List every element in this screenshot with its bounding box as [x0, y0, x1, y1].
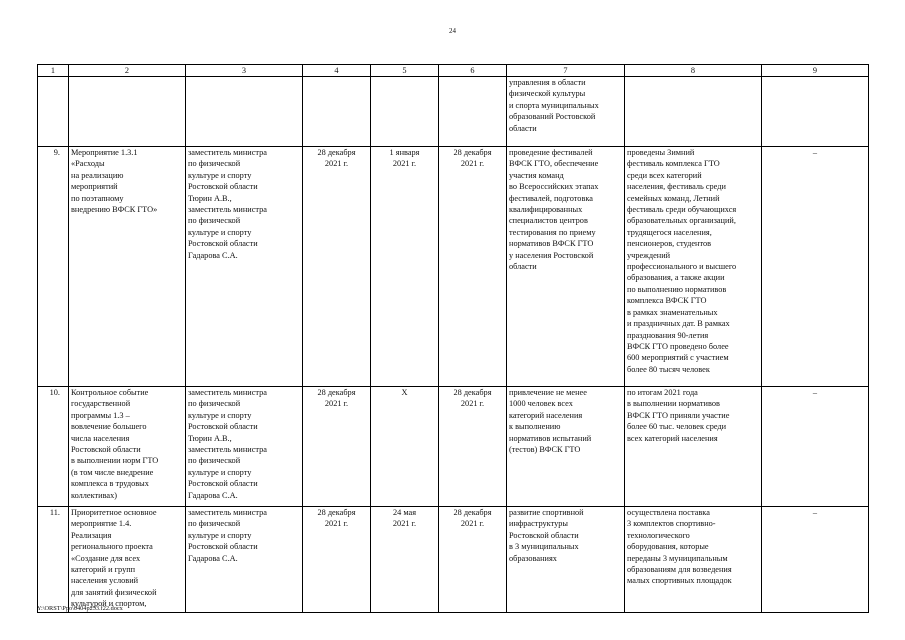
expected-result: развитие спортивной инфраструктуры Ростовской области в 3 муниципальных образованиях: [507, 507, 625, 613]
event-name: Приоритетное основное мероприятие 1.4. Реализация регионального проекта «Создание для всех категорий и групп населения условий для занятий физической культурой и спортом,: [69, 507, 186, 613]
expected-result: привлечение не менее 1000 человек всех категорий населения к выполнению нормативов испытаний (тестов) ВФСК ГТО: [507, 387, 625, 507]
actual-result: осуществлена поставка 3 комплектов спортивно- технологического оборудования, которые переданы 3 муниципальным образованиям для возведения малых спортивных площадок: [625, 507, 762, 613]
col-header-7: 7: [507, 65, 625, 77]
responsible: заместитель министра по физической культуре и спорту Ростовской области Гадарова С.А.: [186, 507, 303, 613]
plan-date: 28 декабря 2021 г.: [303, 507, 371, 613]
note: –: [762, 147, 869, 387]
responsible: заместитель министра по физической культуре и спорту Ростовской области Тюрин А.В., заместитель министра по физической культуре и спорту Ростовской области Гадарова С.А.: [186, 147, 303, 387]
row-number: 10.: [38, 387, 69, 507]
expected-result: проведение фестивалей ВФСК ГТО, обеспечение участия команд во Всероссийских этапах фестивалей, подготовка квалифицированных специалистов центров тестирования по приему нормативов ВФСК ГТО у населения Ростовской области: [507, 147, 625, 387]
table-row: [38, 507, 869, 613]
note: –: [762, 387, 869, 507]
start-date: 1 января 2021 г.: [371, 147, 439, 387]
col-header-9: 9: [762, 65, 869, 77]
row-number: 9.: [38, 147, 69, 387]
row-number: 11.: [38, 507, 69, 613]
col-header-2: 2: [69, 65, 186, 77]
plan-date: 28 декабря 2021 г.: [303, 147, 371, 387]
col-header-6: 6: [439, 65, 507, 77]
responsible: заместитель министра по физической культуре и спорту Ростовской области Тюрин А.В., заместитель министра по физической культуре и спорту Ростовской области Гадарова С.А.: [186, 387, 303, 507]
note: –: [762, 507, 869, 613]
actual-result: по итогам 2021 года в выполнении нормативов ВФСК ГТО приняли участие более 60 тыс. человек среди всех категорий населения: [625, 387, 762, 507]
end-date: 28 декабря 2021 г.: [439, 147, 507, 387]
col-header-5: 5: [371, 65, 439, 77]
file-path-footer: Y:\ORST\Ppo\0404p253.f22.docx: [37, 605, 123, 612]
table-row: [38, 147, 869, 387]
report-table: [37, 64, 869, 613]
continuation-row: [38, 77, 869, 147]
continuation-expected: управления в области физической культуры и спорта муниципальных образований Ростовской области: [507, 77, 625, 147]
end-date: 28 декабря 2021 г.: [439, 387, 507, 507]
col-header-1: 1: [38, 65, 69, 77]
plan-date: 28 декабря 2021 г.: [303, 387, 371, 507]
start-date: 24 мая 2021 г.: [371, 507, 439, 613]
event-name: Мероприятие 1.3.1 «Расходы на реализацию мероприятий по поэтапному внедрению ВФСК ГТО»: [69, 147, 186, 387]
table-row: [38, 387, 869, 507]
start-date: Х: [371, 387, 439, 507]
actual-result: проведены Зимний фестиваль комплекса ГТО среди всех категорий населения, фестиваль среди семейных команд, Летний фестиваль среди обучающихся образовательных организаций, трудящегося населения, пенсионеров, студентов учреждений профессионального и высшего образования, а также акции по выполнению нормативов комплекса ВФСК ГТО в рамках знаменательных и праздничных дат. В рамках празднования 90-летия ВФСК ГТО проведено более 600 мероприятий с участием более 80 тысяч человек: [625, 147, 762, 387]
page-number: 24: [449, 27, 456, 35]
event-name: Контрольное событие государственной программы 1.3 – вовлечение большего числа населения Ростовской области в выполнении норм ГТО (в том числе внедрение комплекса в трудовых коллективах): [69, 387, 186, 507]
end-date: 28 декабря 2021 г.: [439, 507, 507, 613]
column-number-row: [38, 65, 869, 77]
col-header-8: 8: [625, 65, 762, 77]
col-header-3: 3: [186, 65, 303, 77]
col-header-4: 4: [303, 65, 371, 77]
